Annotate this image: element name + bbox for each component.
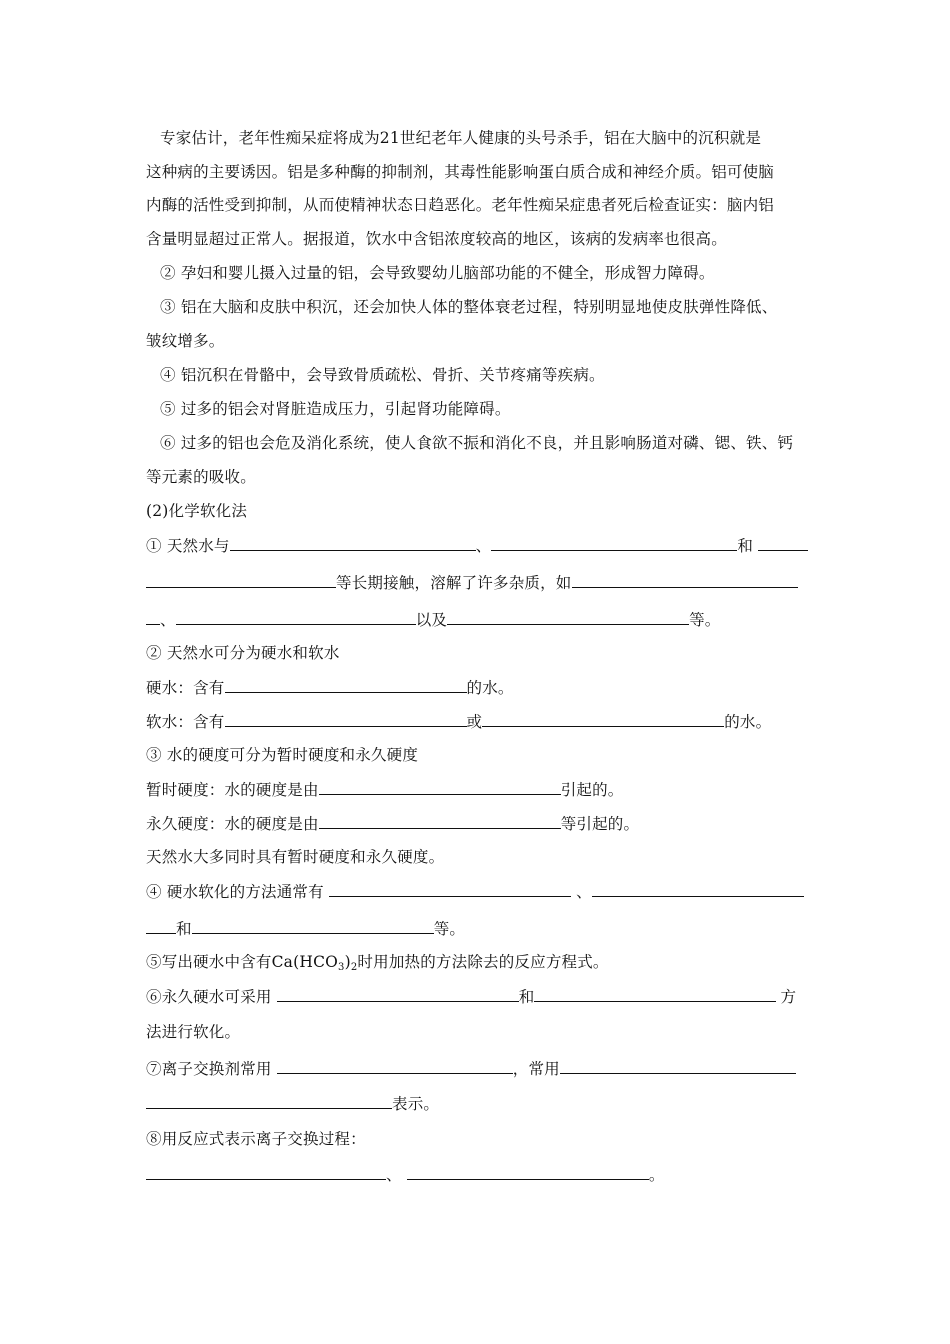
intro-line-1: 专家估计，老年性痴呆症将成为21世纪老年人健康的头号杀手，铝在大脑中的沉积就是	[160, 129, 762, 147]
answer-blank[interactable]	[534, 986, 776, 1002]
conjunction: 以及	[415, 611, 448, 629]
answer-blank[interactable]	[146, 1093, 392, 1109]
separator: 、	[386, 1166, 402, 1184]
formula-part: Ca(HCO	[271, 953, 339, 971]
hardness-note: 天然水大多同时具有暂时硬度和永久硬度。	[146, 848, 445, 866]
section-title: (2)化学软化法	[146, 502, 248, 520]
q7-text: ，常用	[512, 1060, 560, 1078]
conjunction: 或	[466, 713, 483, 731]
item-3-line-1: ③ 铝在大脑和皮肤中积沉，还会加快人体的整体衰老过程，特别明显地使皮肤弹性降低、	[160, 298, 778, 316]
q1-line-2	[146, 572, 808, 593]
sentence-end: 的水。	[466, 679, 514, 697]
separator: 、	[576, 883, 592, 901]
item-5: ⑤ 过多的铝会对肾脏造成压力，引起肾功能障碍。	[160, 400, 511, 418]
temporary-hardness-line	[146, 779, 808, 800]
sentence-end: 。	[648, 1166, 665, 1184]
sentence-end: 的水。	[724, 713, 772, 731]
conjunction: 和	[518, 988, 535, 1006]
q7-line-2	[146, 1093, 808, 1114]
intro-line-2: 这种病的主要诱因。铝是多种酶的抑制剂，其毒性能影响蛋白质合成和神经介质。铝可使脑	[146, 163, 775, 181]
hard-water-label: 硬水：含有	[146, 679, 225, 697]
answer-blank[interactable]	[230, 535, 476, 551]
q4-line-1	[146, 881, 808, 902]
answer-blank[interactable]	[146, 1164, 386, 1180]
soft-water-label: 软水：含有	[146, 713, 225, 731]
q2-title: ② 天然水可分为硬水和软水	[146, 644, 340, 662]
q7-line-1	[146, 1058, 808, 1079]
q8-answer-line	[146, 1164, 808, 1185]
sentence-end: 引起的。	[560, 781, 624, 799]
sentence-end: 等。	[689, 611, 721, 629]
q6-label: ⑥永久硬水可采用	[146, 988, 272, 1006]
formula-part: )	[344, 953, 351, 971]
q6-line-1	[146, 986, 808, 1007]
answer-blank[interactable]	[277, 1058, 513, 1074]
q1-text: 等长期接触，溶解了许多杂质，如	[336, 574, 572, 592]
item-3-line-2: 皱纹增多。	[146, 332, 225, 350]
answer-blank[interactable]	[225, 711, 467, 727]
formula-subscript: 2	[350, 962, 358, 973]
item-2: ② 孕妇和婴儿摄入过量的铝，会导致婴幼儿脑部功能的不健全，形成智力障碍。	[160, 264, 715, 282]
chemical-formula	[272, 953, 358, 971]
item-6-line-1: ⑥ 过多的铝也会危及消化系统，使人食欲不振和消化不良，并且影响肠道对磷、锶、铁、钙	[160, 434, 794, 452]
q3-title: ③ 水的硬度可分为暂时硬度和永久硬度	[146, 746, 419, 764]
answer-blank[interactable]	[407, 1164, 649, 1180]
answer-blank[interactable]	[277, 986, 519, 1002]
answer-blank[interactable]	[146, 609, 160, 625]
answer-blank[interactable]	[560, 1058, 796, 1074]
answer-blank[interactable]	[176, 609, 416, 625]
q4-label: ④ 硬水软化的方法通常有	[146, 883, 324, 901]
formula-subscript: 3	[338, 962, 345, 973]
answer-blank[interactable]	[329, 881, 571, 897]
answer-blank[interactable]	[758, 535, 808, 551]
q4-line-2	[146, 918, 808, 939]
separator: 、	[160, 611, 176, 629]
sentence-end: 表示。	[392, 1095, 440, 1113]
conjunction: 和	[737, 537, 754, 555]
hard-water-line	[146, 677, 808, 698]
item-6-line-2: 等元素的吸收。	[146, 468, 256, 486]
answer-blank[interactable]	[319, 813, 561, 829]
permanent-hardness-line	[146, 813, 808, 834]
answer-blank[interactable]	[146, 918, 176, 934]
permanent-hardness-label: 永久硬度：水的硬度是由	[146, 815, 319, 833]
q5-label: ⑤写出硬水中含有	[146, 953, 272, 971]
q1-label: ① 天然水与	[146, 537, 230, 555]
item-4: ④ 铝沉积在骨骼中，会导致骨质疏松、骨折、关节疼痛等疾病。	[160, 366, 605, 384]
conjunction: 和	[176, 920, 192, 938]
separator: 、	[475, 537, 492, 555]
temporary-hardness-label: 暂时硬度：水的硬度是由	[146, 781, 319, 799]
answer-blank[interactable]	[146, 572, 336, 588]
sentence-end: 等引起的。	[560, 815, 640, 833]
answer-blank[interactable]	[572, 572, 798, 588]
q7-label: ⑦离子交换剂常用	[146, 1060, 272, 1078]
answer-blank[interactable]	[225, 677, 467, 693]
sentence-end: 等。	[433, 920, 466, 938]
q6-line-2: 法进行软化。	[146, 1023, 241, 1041]
answer-blank[interactable]	[447, 609, 689, 625]
q8-title: ⑧用反应式表示离子交换过程：	[146, 1130, 366, 1148]
intro-line-3: 内酶的活性受到抑制，从而使精神状态日趋恶化。老年性痴呆症患者死后检查证实：脑内铝	[146, 196, 775, 214]
answer-blank[interactable]	[592, 881, 804, 897]
answer-blank[interactable]	[482, 711, 724, 727]
soft-water-line	[146, 711, 808, 732]
answer-blank[interactable]	[192, 918, 434, 934]
q5-text: 时用加热的方法除去的反应方程式。	[357, 953, 609, 971]
q1-line-3	[146, 609, 808, 630]
intro-line-4: 含量明显超过正常人。据报道，饮水中含铝浓度较高的地区，该病的发病率也很高。	[146, 230, 727, 248]
q1-line-1	[146, 535, 808, 556]
answer-blank[interactable]	[491, 535, 737, 551]
q6-text: 方	[780, 988, 797, 1006]
q5-line	[146, 952, 808, 972]
answer-blank[interactable]	[319, 779, 561, 795]
